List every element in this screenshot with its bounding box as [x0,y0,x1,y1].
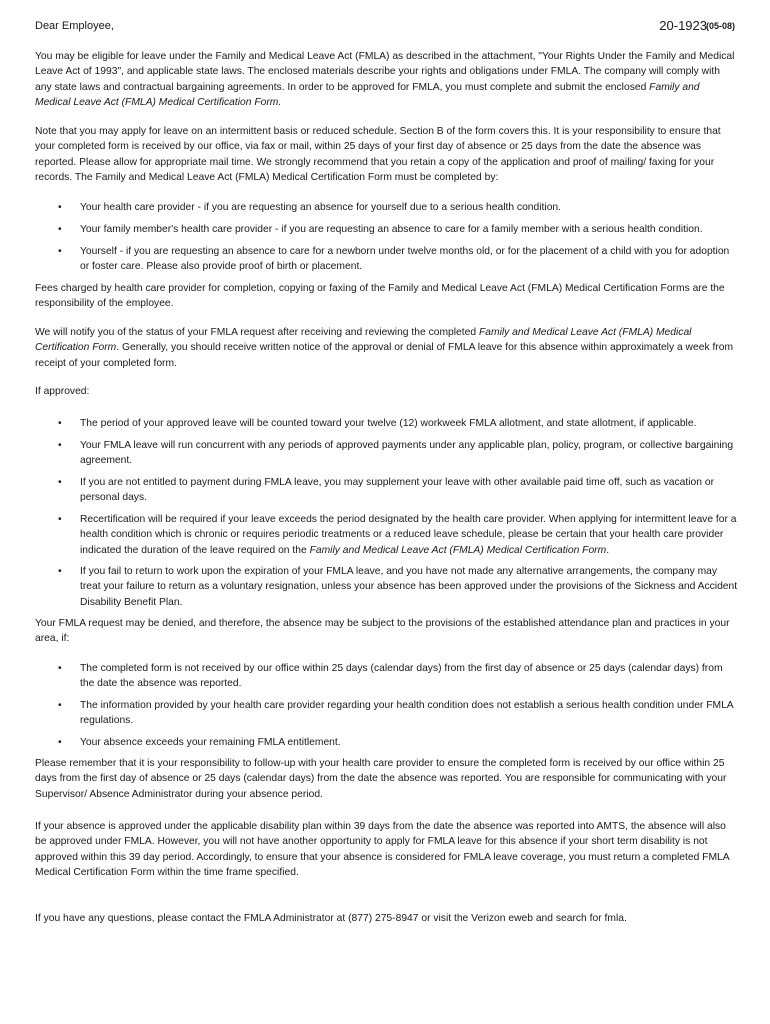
intro-paragraph [35,49,735,110]
denied-paragraph: Your FMLA request may be denied, and therefore, the absence may be subject to the provisions of the established attendance plan and practices in your area, if: [35,618,730,645]
return-to-work-item: • If you fail to return to work upon the expiration of your FMLA leave, and you have not made any alternative arrangements, the company may treat your failure to return as a voluntary resignation, unless your absence has been approved under the provisions of the Sickness and Accident Disability Benefit Plan. [58,566,738,608]
bullet-icon: • [58,700,62,711]
completed-by-item: • Yourself - if you are requesting an absence to care for a newborn under twelve months old, or for the placement of a child with you for adoption or foster care. Please also provide proof of birth or placement. [58,246,730,273]
note-paragraph: Note that you may apply for leave on an intermittent basis or reduced schedule. Section B of the form covers this. It is your responsibility to ensure that your completed form is received by our office, via fax or mail, within 25 days of your first day of absence or 25 days from the date the absence was reported. Please allow for appropriate mail time. We strongly recommend that you retain a copy of the application and proof of mailing/ faxing for your records. The Family and Medical Leave Act (FMLA) Medical Certification Form must be completed by: [35,126,721,183]
recertification-item: • Recertification will be required if your leave exceeds the period designated by the health care provider. When applying for intermittent leave for a health condition which is chronic or requires periodic treatments or a reduced leave schedule, please be certain that your health care provider indicated the duration of the leave required on the Family and Medical Leave Act (FMLA) Medical Certification Form. [58,514,737,556]
bullet-icon: • [58,477,62,488]
notify-paragraph: We will notify you of the status of your FMLA request after receiving and reviewing the completed Family and Medical Leave Act (FMLA) Medical Certification Form. Generally, you should receive written notice of the approval or denial of FMLA leave for this absence within approximately a week from receipt of your completed form. [35,327,734,369]
greeting: Dear Employee, [35,20,114,32]
completed-by-item: • Your health care provider - if you are requesting an absence for yourself due to a serious health condition. [58,200,738,215]
notify-form-name: Family and Medical Leave Act (FMLA) Medical Certification Form [35,327,692,354]
form-number: 20-1923 [659,18,707,33]
denied-item: • The completed form is not received by our office within 25 days (calendar days) from the first day of absence or 25 days (calendar days) from the date the absence was reported. [58,663,723,690]
approved-item: • If you are not entitled to payment during FMLA leave, you may supplement your leave with other available paid time off, such as vacation or personal days. [58,477,714,504]
fees-paragraph: Fees charged by health care provider for completion, copying or faxing of the Family and Medical Leave Act (FMLA) Medical Certification Forms are the responsibility of the employee. [35,283,725,310]
bullet-icon: • [58,663,62,674]
bullet-icon: • [58,202,62,213]
denied-item: • Your absence exceeds your remaining FMLA entitlement. [58,735,738,750]
reminder-paragraph: Please remember that it is your responsibility to follow-up with your health care provider to ensure the completed form is received by our office within 25 days from the first day of absence or 25 days (calendar days) from the date the absence was reported. You are responsible for communicating with your Supervisor/ Absence Administrator during your absence period. [35,758,727,800]
letter-header [35,20,735,34]
bullet-icon: • [58,418,62,429]
bullet-icon: • [58,246,62,257]
bullet-icon: • [58,224,62,235]
if-approved-heading: If approved: [35,386,90,397]
intro-text: You may be eligible for leave under the Family and Medical Leave Act (FMLA) as described in the attachment, "Your Rights Under the Family and Medical Leave Act of 1993", and applicable state laws. The enclosed materials describe your rights and obligations under FMLA. The company will comply with any state laws and contractual bargaining agreements. In order to be approved for FMLA, you must complete and submit the enclosed [35,51,735,93]
bullet-icon: • [58,514,62,525]
questions-paragraph: If you have any questions, please contact the FMLA Administrator at (877) 275-8947 or visit the Verizon eweb and search for fmla. [35,913,627,924]
approved-item: • The period of your approved leave will be counted toward your twelve (12) workweek FMLA allotment, and state allotment, if applicable. [58,416,738,431]
completed-by-item: • Your family member's health care provider - if you are requesting an absence to care for a family member with a serious health condition. [58,222,738,237]
recert-form-name: Family and Medical Leave Act (FMLA) Medical Certification Form [309,544,607,556]
denied-item: • The information provided by your health care provider regarding your health condition does not establish a serious health condition under FMLA regulations. [58,700,734,727]
disability-paragraph: If your absence is approved under the applicable disability plan within 39 days from the date the absence was reported into AMTS, the absence will also be approved under FMLA. However, you will not have another opportunity to apply for FMLA leave for this absence if your short term disability is not approved within this 39 day period. Accordingly, to ensure that your absence is considered for FMLA leave coverage, you must return a completed FMLA Medical Certification Form within the time frame specified. [35,821,730,878]
bullet-icon: • [58,737,62,748]
bullet-icon: • [58,566,62,577]
approved-item: • Your FMLA leave will run concurrent with any periods of approved payments under any applicable plan, policy, program, or collective bargaining agreement. [58,440,734,467]
form-date: (05-08) [705,21,735,31]
intro-form-name: Family and Medical Leave Act (FMLA) Medical Certification Form. [35,81,700,108]
bullet-icon: • [58,440,62,451]
